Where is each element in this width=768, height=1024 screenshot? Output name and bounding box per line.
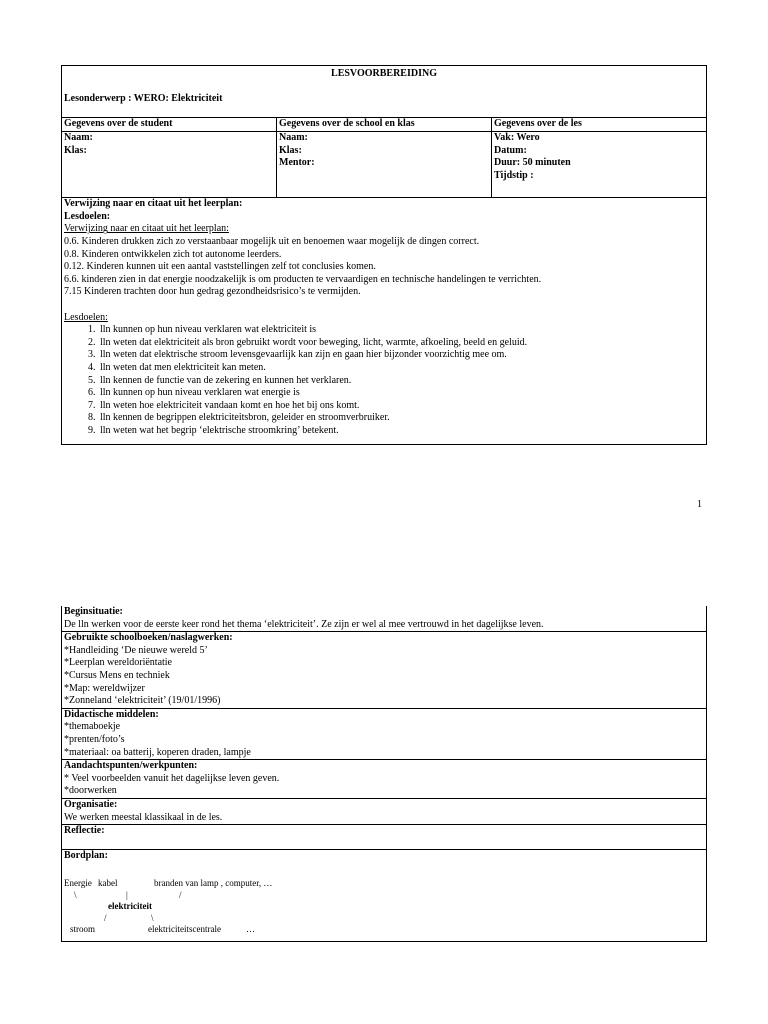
goals-heading: Lesdoelen: xyxy=(64,210,111,222)
goals-list xyxy=(64,324,706,437)
aandacht-section xyxy=(62,760,706,799)
didactische-item: *prenten/foto’s xyxy=(64,733,125,745)
reflectie-heading: Reflectie: xyxy=(64,825,105,837)
bordplan-energie: Energie xyxy=(64,877,92,888)
bordplan-section xyxy=(62,850,706,933)
organisatie-heading: Organisatie: xyxy=(64,798,118,810)
bordplan-centrale: elektriciteitscentrale xyxy=(148,923,221,934)
curriculum-heading: Verwijzing naar en citaat uit het leerplan: xyxy=(64,198,243,210)
goal-item: 4. lln weten dat men elektriciteit kan meten. xyxy=(98,362,706,375)
bordplan-stroom: stroom xyxy=(70,923,96,934)
reference-item: 0.12. Kinderen kunnen uit een aantal vaststellingen zelf tot conclusies komen. xyxy=(64,261,376,273)
goal-item: 8. lln kennen de begrippen elektriciteitsbron, geleider en stroomverbruiker. xyxy=(98,412,706,425)
goal-item: 9. lln weten wat het begrip ‘elektrische stroomkring’ betekent. xyxy=(98,425,706,438)
beginsituatie-section xyxy=(62,606,706,632)
les-time-label: Tijdstip : xyxy=(494,169,534,181)
curriculum-section xyxy=(62,198,706,437)
bordplan-branden: branden van lamp , computer, … xyxy=(154,877,273,888)
organisatie-text: We werken meestal klassikaal in de les. xyxy=(64,811,223,823)
schoolboeken-item: *Cursus Mens en techniek xyxy=(64,669,170,681)
school-name-label: Naam: xyxy=(279,132,308,144)
reference-item: 0.8. Kinderen ontwikkelen zich tot autonome leerders. xyxy=(64,248,282,260)
student-column xyxy=(62,132,277,197)
lesson-header-box xyxy=(61,65,707,445)
goal-item: 3. lln weten dat elektrische stroom levensgevaarlijk kan zijn en gaan hier bijzonder voorzichtig mee om. xyxy=(98,349,706,362)
les-date-label: Datum: xyxy=(494,144,527,156)
didactische-heading: Didactische middelen: xyxy=(64,708,159,720)
aandacht-heading: Aandachtspunten/werkpunten: xyxy=(64,760,198,772)
school-column-header: Gegevens over de school en klas xyxy=(277,118,492,131)
didactische-item: *themaboekje xyxy=(64,721,121,733)
page-number: 1 xyxy=(697,499,702,510)
bordplan-connector: / xyxy=(179,889,182,900)
schoolboeken-item: *Handleiding ‘De nieuwe wereld 5’ xyxy=(64,644,208,656)
student-class-label: Klas: xyxy=(64,144,87,156)
bordplan-connector: \ xyxy=(74,889,77,900)
bordplan-connector: / xyxy=(104,912,107,923)
school-class-label: Klas: xyxy=(279,144,302,156)
student-name-label: Naam: xyxy=(64,132,93,144)
organisatie-section xyxy=(62,799,706,825)
didactische-section xyxy=(62,709,706,760)
reference-item: 6.6. kinderen zien in dat energie noodzakelijk is om producten te vervaardigen en technische handelingen te verrichten. xyxy=(64,273,542,285)
schoolboeken-item: *Map: wereldwijzer xyxy=(64,682,145,694)
bordplan-kabel: kabel xyxy=(98,877,118,888)
bordplan-dots: … xyxy=(246,923,255,934)
document-title: LESVOORBEREIDING xyxy=(331,68,437,79)
goal-item: 5. lln kennen de functie van de zekering en kunnen het verklaren. xyxy=(98,375,706,388)
reference-item: 0.6. Kinderen drukken zich zo verstaanbaar mogelijk uit en benoemen waar mogelijk de dingen correct. xyxy=(64,235,480,247)
goal-item: 7. lln weten hoe elektriciteit vandaan komt en hoe het bij ons komt. xyxy=(98,400,706,413)
school-column xyxy=(277,132,492,197)
reflectie-section xyxy=(62,825,706,850)
les-column-header: Gegevens over de les xyxy=(494,118,582,130)
les-subject-label: Vak: Wero xyxy=(494,132,540,144)
schoolboeken-heading: Gebruikte schoolboeken/naslagwerken: xyxy=(64,632,233,644)
bordplan-connector: | xyxy=(126,889,128,900)
bordplan-center: elektriciteit xyxy=(108,900,152,911)
student-column-header: Gegevens over de student xyxy=(62,118,277,131)
goals-label: Lesdoelen: xyxy=(64,311,108,323)
reference-item: 7.15 Kinderen trachten door hun gedrag gezondheidsrisico’s te vermijden. xyxy=(64,286,361,298)
goal-item: 6. lln kunnen op hun niveau verklaren wat energie is xyxy=(98,387,706,400)
bordplan-heading: Bordplan: xyxy=(64,850,108,862)
info-values-row xyxy=(62,132,706,197)
lesson-details-box xyxy=(61,606,707,942)
beginsituatie-heading: Beginsituatie: xyxy=(64,606,123,617)
info-header-row xyxy=(62,118,706,131)
schoolboeken-item: *Zonneland ‘elektriciteit’ (19/01/1996) xyxy=(64,695,221,707)
reference-heading: Verwijzing naar en citaat uit het leerplan: xyxy=(64,223,229,235)
school-mentor-label: Mentor: xyxy=(279,157,315,169)
aandacht-item: * Veel voorbeelden vanuit het dagelijkse leven geven. xyxy=(64,772,280,784)
beginsituatie-text: De lln werken voor de eerste keer rond het thema ‘elektriciteit’. Ze zijn er wel al mee vertrouwd in het dagelijkse leven. xyxy=(64,618,544,630)
goal-item: 2. lln weten dat elektriciteit als bron gebruikt wordt voor beweging, licht, warmte, afkoeling, beeld en geluid. xyxy=(98,337,706,350)
schoolboeken-section xyxy=(62,632,706,709)
bordplan-diagram xyxy=(64,863,706,933)
lesson-subject: Lesonderwerp : WERO: Elektriciteit xyxy=(64,92,223,104)
les-column xyxy=(492,132,706,197)
schoolboeken-item: *Leerplan wereldoriëntatie xyxy=(64,657,172,669)
didactische-item: *materiaal: oa batterij, koperen draden, lampje xyxy=(64,746,251,758)
goal-item: 1. lln kunnen op hun niveau verklaren wat elektriciteit is xyxy=(98,324,706,337)
bordplan-connector: \ xyxy=(151,912,154,923)
les-duration-label: Duur: 50 minuten xyxy=(494,157,571,169)
aandacht-item: *doorwerken xyxy=(64,785,117,797)
